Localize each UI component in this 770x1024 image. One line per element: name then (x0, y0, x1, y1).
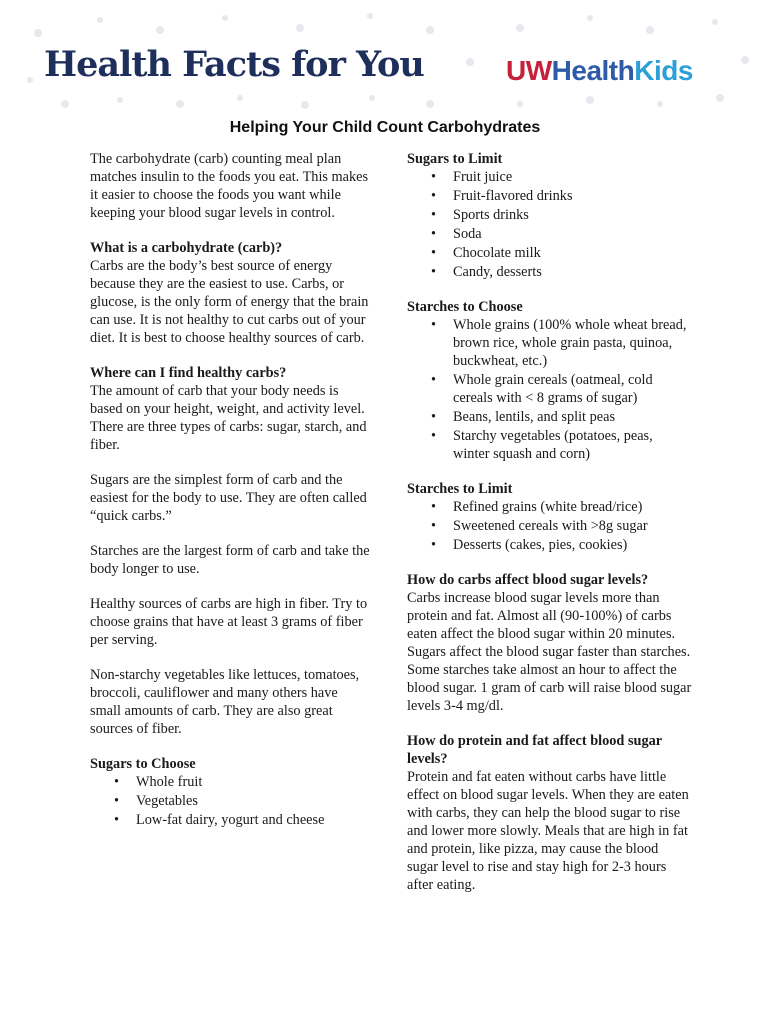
list-item: • Sweetened cereals with >8g sugar (453, 517, 692, 535)
sugars-choose-section (90, 755, 370, 829)
right-column (407, 150, 692, 911)
sugars-limit-section (407, 150, 692, 281)
brand-title: Health Facts for You (44, 44, 424, 85)
starches-limit-section (407, 480, 692, 554)
list-item: • Fruit-flavored drinks (453, 187, 692, 205)
affect-heading: How do carbs affect blood sugar levels? (407, 572, 649, 588)
list-item: • Sports drinks (453, 206, 692, 224)
list-item: • Fruit juice (453, 168, 692, 186)
uwhealthkids-logo (506, 55, 693, 87)
intro-paragraph: The carbohydrate (carb) counting meal plan matches insulin to the foods you eat. This makes it easier to choose the foods you want while keeping your blood sugar levels in control. (90, 151, 369, 221)
fiber-paragraph: Healthy sources of carbs are high in fiber. Try to choose grains that have at least 3 grams of fiber per serving. (90, 596, 368, 648)
list-item: • Vegetables (136, 792, 370, 810)
starches-choose-list (407, 316, 692, 463)
starches-limit-heading: Starches to Limit (407, 481, 513, 497)
what-body: Carbs are the body’s best source of energy because they are the easiest to use. Carbs, or glucose, is the only form of energy that the brain can use. It is not healthy to cut carbs out of your diet. It is best to choose healthy sources of carb. (90, 258, 369, 346)
vegetables-paragraph: Non-starchy vegetables like lettuces, tomatoes, broccoli, cauliflower and many others have small amounts of carb. They are also great sources of fiber. (90, 667, 360, 737)
affect-section (407, 571, 692, 715)
protein-body: Protein and fat eaten without carbs have little effect on blood sugar levels. When they are eaten with carbs, they can help the blood sugar to rise and lower more slowly. Meals that are high in fat and protein, like pizza, may cause the blood sugar level to rise and stay high for 2-3 hours after eating. (407, 769, 689, 893)
list-item: • Refined grains (white bread/rice) (453, 498, 692, 516)
sugars-limit-heading: Sugars to Limit (407, 151, 503, 167)
left-column (90, 150, 370, 846)
list-item: • Soda (453, 225, 692, 243)
starches-choose-section (407, 298, 692, 463)
list-item: • Candy, desserts (453, 263, 692, 281)
what-heading: What is a carbohydrate (carb)? (90, 240, 283, 256)
list-item: • Low-fat dairy, yogurt and cheese (136, 811, 370, 829)
list-item: • Beans, lentils, and split peas (453, 408, 692, 426)
affect-body: Carbs increase blood sugar levels more than protein and fat. Almost all (90-100%) of carbs eaten affect the blood sugar within 20 minutes. Sugars affect the blood sugar faster than starches. Some starches take almost an hour to affect the blood sugar. 1 gram of carb will raise blood sugar levels 3-4 mg/dl. (407, 590, 692, 714)
protein-heading: How do protein and fat affect blood sugar levels? (407, 733, 662, 767)
starches-choose-heading: Starches to Choose (407, 299, 523, 315)
list-item: • Whole fruit (136, 773, 370, 791)
logo-health: Health (551, 55, 635, 86)
starches-paragraph: Starches are the largest form of carb and take the body longer to use. (90, 543, 370, 577)
list-item: • Starchy vegetables (potatoes, peas, winter squash and corn) (453, 427, 692, 463)
what-section (90, 239, 370, 347)
where-body: The amount of carb that your body needs is based on your height, weight, and activity level. There are three types of carbs: sugar, starch, and fiber. (90, 383, 367, 453)
logo-kids: Kids (634, 55, 693, 86)
sugars-paragraph: Sugars are the simplest form of carb and the easiest for the body to use. They are often called “quick carbs.” (90, 472, 367, 524)
starches-limit-list (407, 498, 692, 554)
logo-uw: UW (506, 55, 552, 86)
list-item: • Desserts (cakes, pies, cookies) (453, 536, 692, 554)
sugars-choose-list (90, 773, 370, 829)
list-item: • Whole grains (100% whole wheat bread, brown rice, whole grain pasta, quinoa, buckwheat, etc.) (453, 316, 692, 370)
list-item: • Chocolate milk (453, 244, 692, 262)
list-item: • Whole grain cereals (oatmeal, cold cereals with < 8 grams of sugar) (453, 371, 692, 407)
protein-section (407, 732, 692, 894)
document-title: Helping Your Child Count Carbohydrates (229, 119, 541, 136)
page-header (0, 0, 770, 115)
where-section (90, 364, 370, 454)
where-heading: Where can I find healthy carbs? (90, 365, 287, 381)
sugars-limit-list (407, 168, 692, 281)
sugars-choose-heading: Sugars to Choose (90, 756, 196, 772)
